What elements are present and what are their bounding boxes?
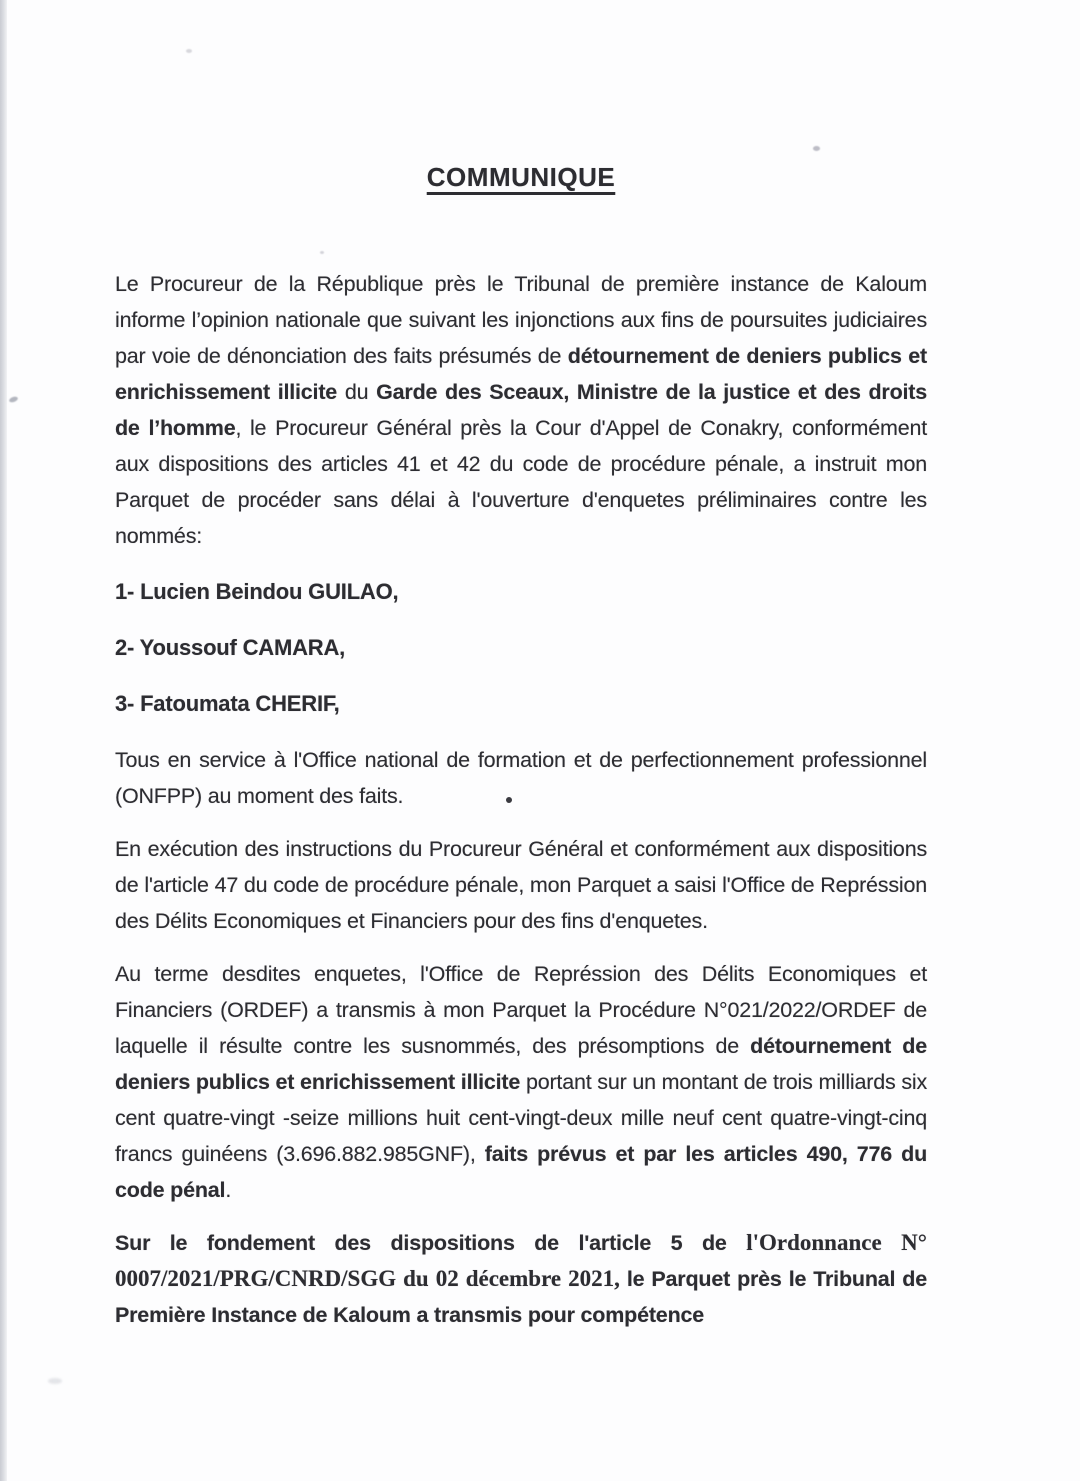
text-run: 1- Lucien Beindou GUILAO, [115, 579, 399, 604]
text-run: Au terme desdites enquetes, l'Office de Représsion des Délits Economiques et Financiers (ORDEF) a transmis à mon Parquet la Procédure N°021/2022/ORDEF de laquelle il résulte contre les susnommés, des présomptions de [115, 962, 927, 1058]
scan-speck [8, 396, 18, 404]
text-run: Tous en service à l'Office national de formation et de perfectionnement professionnel (ONFPP) au moment des faits. [115, 748, 927, 808]
text-run: 3- Fatoumata CHERIF, [115, 691, 340, 716]
scan-speck [320, 251, 324, 254]
document-body [115, 266, 927, 1350]
text-run: détournement de deniers publics et enrichissement illicite [115, 344, 927, 404]
body-paragraph [115, 956, 927, 1208]
accused-list-item [115, 574, 927, 610]
scan-speck [186, 49, 192, 53]
scan-speck [48, 1378, 62, 1384]
accused-list-item [115, 630, 927, 666]
scan-speck [813, 146, 820, 151]
ink-dot-artifact [506, 797, 512, 803]
scan-edge-artifact [0, 0, 7, 1481]
body-paragraph [115, 742, 927, 814]
accused-list-item [115, 686, 927, 722]
text-run: détournement de deniers publics et enrichissement illicite [115, 1034, 927, 1094]
text-run: Sur le fondement des dispositions de l'article 5 de [115, 1231, 747, 1255]
text-run: , le Procureur Général près la Cour d'Appel de Conakry, conformément aux dispositions des articles 41 et 42 du code de procédure pénale, a instruit mon Parquet de procéder sans délai à l'ouverture d'enquetes préliminaires contre les nommés: [115, 416, 927, 548]
text-run: 2- Youssouf CAMARA, [115, 635, 346, 660]
text-run: En exécution des instructions du Procureur Général et conformément aux dispositions de l'article 47 du code de procédure pénale, mon Parquet a saisi l'Office de Représsion des Délits Economiques et Financiers pour des fins d'enquetes. [115, 837, 927, 933]
text-run: du [337, 380, 377, 404]
text-run: Le Procureur de la République près le Tribunal de première instance de Kaloum informe l’opinion nationale que suivant les injonctions aux fins de poursuites judiciaires par voie de dénonciation des faits présumés de [115, 272, 927, 368]
text-run: Garde des Sceaux, Ministre de la justice et des droits de l’homme [115, 380, 927, 440]
body-paragraph [115, 1225, 927, 1333]
body-paragraph [115, 266, 927, 554]
text-run: l'Ordonnance N° 0007/2021/PRG/CNRD/SGG du 02 décembre 2021, [115, 1230, 927, 1291]
text-run: faits prévus et par les articles 490, 776 du code pénal [115, 1142, 927, 1202]
body-paragraph [115, 831, 927, 939]
text-run: . [225, 1178, 232, 1202]
document-title: COMMUNIQUE [426, 162, 616, 192]
text-run: portant sur un montant de trois milliards six cent quatre-vingt -seize millions huit cent-vingt-deux mille neuf cent quatre-vingt-cinq francs guinéens (3.696.882.985GNF), [115, 1070, 927, 1166]
text-run: le Parquet près le Tribunal de Première Instance de Kaloum a transmis pour compétence [115, 1267, 927, 1327]
